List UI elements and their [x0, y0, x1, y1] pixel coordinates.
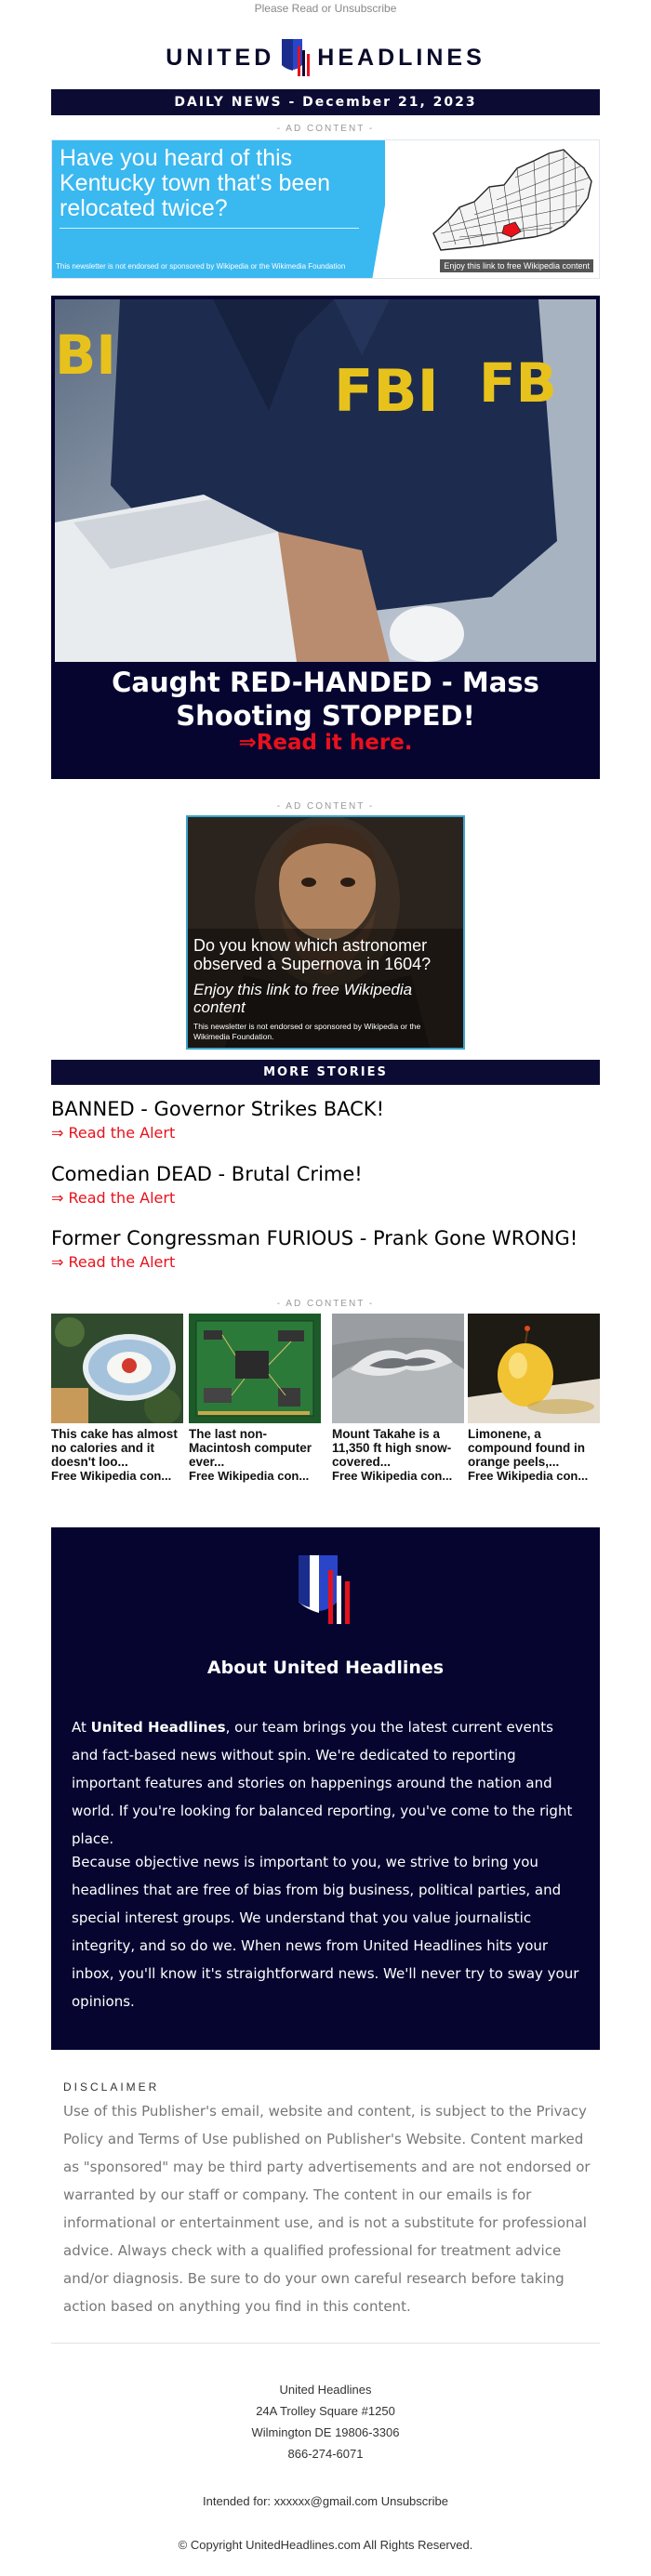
logo-word-united: UNITED — [166, 44, 275, 71]
hero-photo — [55, 299, 596, 662]
ad-card-source: Free Wikipedia con... — [51, 1469, 172, 1483]
wikipedia-ad-cards — [51, 1314, 600, 1499]
ad-astronomer-question: Do you know which astronomer observed a Supernova in 1604? — [193, 936, 432, 973]
circuit-board-icon — [189, 1314, 321, 1423]
story-headline: Comedian DEAD - Brutal Crime! — [51, 1163, 363, 1185]
ad-astronomer-tagline: Enjoy this link to free Wikipedia content — [193, 981, 413, 1016]
mountain-aerial-icon — [332, 1314, 464, 1423]
disclaimer-text: Use of this Publisher's email, website and content, is subject to the Privacy Policy and Terms of Use published on Publisher's Website. Content marked as "sponsored" may be third party advertisements and are not endorsed or warranted by our staff or company. The content in our emails is for informational or entertainment use, and is not a substitute for professional advice. Always check with a qualified professional for treatment advice and/or diagnosis. Be sure to do your own careful research before taking action based on anything you find in this content. — [63, 2103, 591, 2315]
about-paragraph-2: Because objective news is important to you, we strive to bring you headlines that are free of bias from big business, political parties, and special interest groups. We understand that you value journalistic integrity, and so do we. When news from United Headlines hits your inbox, you'll know it's straightforward news. We'll never try to sway your opinions. — [72, 1854, 579, 2010]
fbi-agent-image-icon — [55, 299, 596, 662]
about-p1-prefix: At — [72, 1719, 91, 1736]
ad-card-caption: This cake has almost no calories and it doesn't loo... — [51, 1427, 178, 1469]
disclaimer-heading: DISCLAIMER — [63, 2081, 160, 2094]
ad-divider — [60, 228, 359, 229]
footer-company: United Headlines — [279, 2383, 372, 2397]
ad-astronomer-fine-print: This newsletter is not endorsed or sponsored by Wikipedia or the Wikimedia Foundation. — [193, 1022, 421, 1041]
svg-text:FB: FB — [479, 351, 557, 415]
about-paragraph-1 — [72, 1713, 581, 1853]
story-headline: BANNED - Governor Strikes BACK! — [51, 1098, 384, 1120]
ad-card-source: Free Wikipedia con... — [189, 1469, 310, 1483]
svg-text:FBI: FBI — [334, 357, 439, 425]
lemon-icon — [468, 1314, 600, 1423]
about-title: About United Headlines — [206, 1658, 445, 1678]
about-p1-brand: United Headlines — [90, 1719, 226, 1736]
ad-card[interactable] — [51, 1314, 183, 1483]
footer-intended-label: Intended for: — [203, 2494, 274, 2508]
ad-card[interactable] — [468, 1314, 600, 1483]
date-banner: DAILY NEWS - December 21, 2023 — [51, 89, 600, 115]
story-headline: Former Congressman FURIOUS - Prank Gone WRONG! — [51, 1227, 578, 1249]
ad-card-image — [332, 1314, 464, 1423]
more-stories-banner: MORE STORIES — [51, 1060, 600, 1085]
divider — [51, 2343, 600, 2344]
svg-text:BI: BI — [55, 324, 116, 387]
story-read-link[interactable]: ⇒ Read the Alert — [51, 1124, 176, 1142]
story-item[interactable] — [51, 1097, 609, 1142]
footer-copyright: © Copyright UnitedHeadlines.com All Rights Reserved. — [178, 2538, 473, 2552]
footer-unsubscribe-link[interactable]: Unsubscribe — [380, 2494, 448, 2508]
ad-card-image — [51, 1314, 183, 1423]
hero-read-link[interactable]: ⇒Read it here. — [238, 731, 413, 755]
ad-card[interactable] — [332, 1314, 464, 1483]
ad-label: - AD CONTENT - — [276, 801, 375, 812]
ad-fine-print: This newsletter is not endorsed or sponsored by Wikipedia or the Wikimedia Foundation — [56, 262, 346, 271]
shield-logo-icon — [295, 1552, 356, 1626]
ad-label: - AD CONTENT - — [276, 124, 375, 134]
footer-email: xxxxxx@gmail.com — [273, 2494, 379, 2508]
preheader — [0, 0, 651, 19]
cake-plate-icon — [51, 1314, 183, 1423]
ad-card-image — [468, 1314, 600, 1423]
disclaimer — [51, 2081, 600, 2320]
footer-street: 24A Trolley Square #1250 — [256, 2404, 395, 2418]
ad-card-source: Free Wikipedia con... — [468, 1469, 589, 1483]
footer-phone: 866-274-6071 — [287, 2447, 364, 2461]
ad-card-caption: Limonene, a compound found in orange peels,... — [468, 1427, 585, 1469]
preheader-link[interactable]: Please Read or Unsubscribe — [254, 2, 397, 15]
story-read-link[interactable]: ⇒ Read the Alert — [51, 1189, 176, 1207]
footer-city: Wilmington DE 19806-3306 — [251, 2425, 400, 2439]
ad-map-tag: Enjoy this link to free Wikipedia content — [440, 259, 593, 272]
about-section — [51, 1527, 600, 2050]
logo-word-headlines: HEADLINES — [317, 44, 485, 71]
ad-card-caption: The last non-Macintosh computer ever... — [189, 1427, 312, 1469]
story-item[interactable] — [51, 1162, 609, 1207]
footer-address — [0, 2379, 651, 2464]
hero-story[interactable] — [51, 296, 600, 779]
ad-headline: Have you heard of this Kentucky town that's been relocated twice? — [60, 145, 331, 221]
footer-intended — [0, 2494, 651, 2508]
kentucky-map-icon — [385, 140, 599, 279]
hero-title: Caught RED-HANDED - Mass Shooting STOPPED! — [112, 667, 539, 732]
ad-label: - AD CONTENT - — [276, 1299, 375, 1309]
ad-card-image — [189, 1314, 321, 1423]
ad-astronomer[interactable] — [186, 815, 465, 1050]
ad-card-source: Free Wikipedia con... — [332, 1469, 453, 1483]
shield-logo-icon — [280, 37, 312, 78]
brand-logo[interactable] — [0, 39, 651, 76]
about-p1-text: , our team brings you the latest current events and fact-based news without spin. We're dedicated to reporting important features and stories on happenings around the nation and world. If you're looking for balanced reporting, you've come to the right place. — [72, 1719, 573, 1847]
ad-card-caption: Mount Takahe is a 11,350 ft high snow-covered... — [332, 1427, 452, 1469]
story-item[interactable] — [51, 1226, 609, 1271]
ad-kentucky-town[interactable] — [51, 139, 600, 279]
story-read-link[interactable]: ⇒ Read the Alert — [51, 1253, 176, 1271]
ad-card[interactable] — [189, 1314, 321, 1483]
